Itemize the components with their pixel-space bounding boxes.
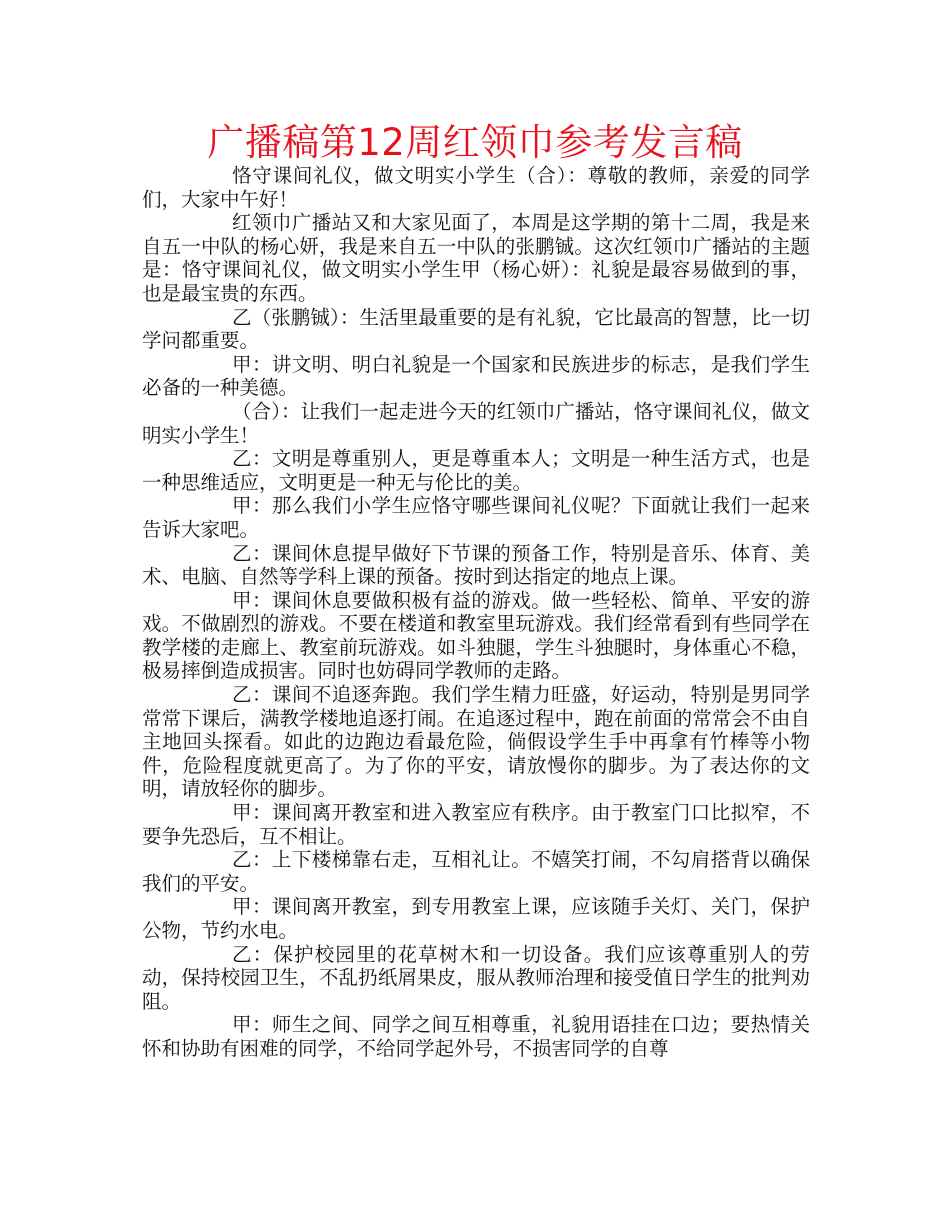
paragraph: 恪守课间礼仪，做文明实小学生（合）：尊敬的教师，亲爱的同学们，大家中午好！: [142, 164, 810, 211]
paragraph: 红领巾广播站又和大家见面了，本周是这学期的第十二周，我是来自五一中队的杨心妍，我是来自五一中队的张鹏铖。这次红领巾广播站的主题是：恪守课间礼仪，做文明实小学生甲（杨心妍）：礼貌是最容易做到的事，也是最宝贵的东西。: [142, 211, 810, 305]
paragraph: 乙：课间不追逐奔跑。我们学生精力旺盛，好运动，特别是男同学常常下课后，满教学楼地追逐打闹。在追逐过程中，跑在前面的常常会不由自主地回头探看。如此的边跑边看最危险，倘假设学生手中再拿有竹棒等小物件，危险程度就更高了。为了你的平安，请放慢你的脚步。为了表达你的文明，请放轻你的脚步。: [142, 683, 810, 801]
paragraph: 乙：文明是尊重别人，更是尊重本人；文明是一种生活方式，也是一种思维适应，文明更是一种无与伦比的美。: [142, 447, 810, 494]
document-body: [142, 164, 810, 1061]
paragraph: 甲：课间离开教室和进入教室应有秩序。由于教室门口比拟窄，不要争先恐后，互不相让。: [142, 801, 810, 848]
paragraph: （合）：让我们一起走进今天的红领巾广播站，恪守课间礼仪，做文明实小学生！: [142, 399, 810, 447]
paragraph: 乙（张鹏铖）：生活里最重要的是有礼貌，它比最高的智慧，比一切学问都重要。: [142, 305, 810, 353]
paragraph: 甲：课间离开教室，到专用教室上课，应该随手关灯、关门，保护公物，节约水电。: [142, 895, 810, 942]
document-title: 广播稿第12周红领巾参考发言稿: [207, 121, 743, 164]
paragraph: 甲：讲文明、明白礼貌是一个国家和民族进步的标志，是我们学生必备的一种美德。: [142, 352, 810, 400]
paragraph: 乙：保护校园里的花草树木和一切设备。我们应该尊重别人的劳动，保持校园卫生，不乱扔纸屑果皮，服从教师治理和接受值日学生的批判劝阻。: [142, 942, 810, 1013]
paragraph: 甲：课间休息要做积极有益的游戏。做一些轻松、简单、平安的游戏。不做剧烈的游戏。不要在楼道和教室里玩游戏。我们经常看到有些同学在教学楼的走廊上、教室前玩游戏。如斗独腿，学生斗独腿时，身体重心不稳，极易摔倒造成损害。同时也妨碍同学教师的走路。: [142, 588, 810, 683]
paragraph: 甲：师生之间、同学之间互相尊重，礼貌用语挂在口边；要热情关怀和协助有困难的同学，不给同学起外号，不损害同学的自尊: [142, 1013, 810, 1060]
paragraph: 乙：课间休息提早做好下节课的预备工作，特别是音乐、体育、美术、电脑、自然等学科上课的预备。按时到达指定的地点上课。: [142, 541, 810, 589]
paragraph: 甲：那么我们小学生应恪守哪些课间礼仪呢？下面就让我们一起来告诉大家吧。: [142, 494, 810, 541]
paragraph: 乙：上下楼梯靠右走，互相礼让。不嬉笑打闹，不勾肩搭背以确保我们的平安。: [142, 848, 810, 895]
